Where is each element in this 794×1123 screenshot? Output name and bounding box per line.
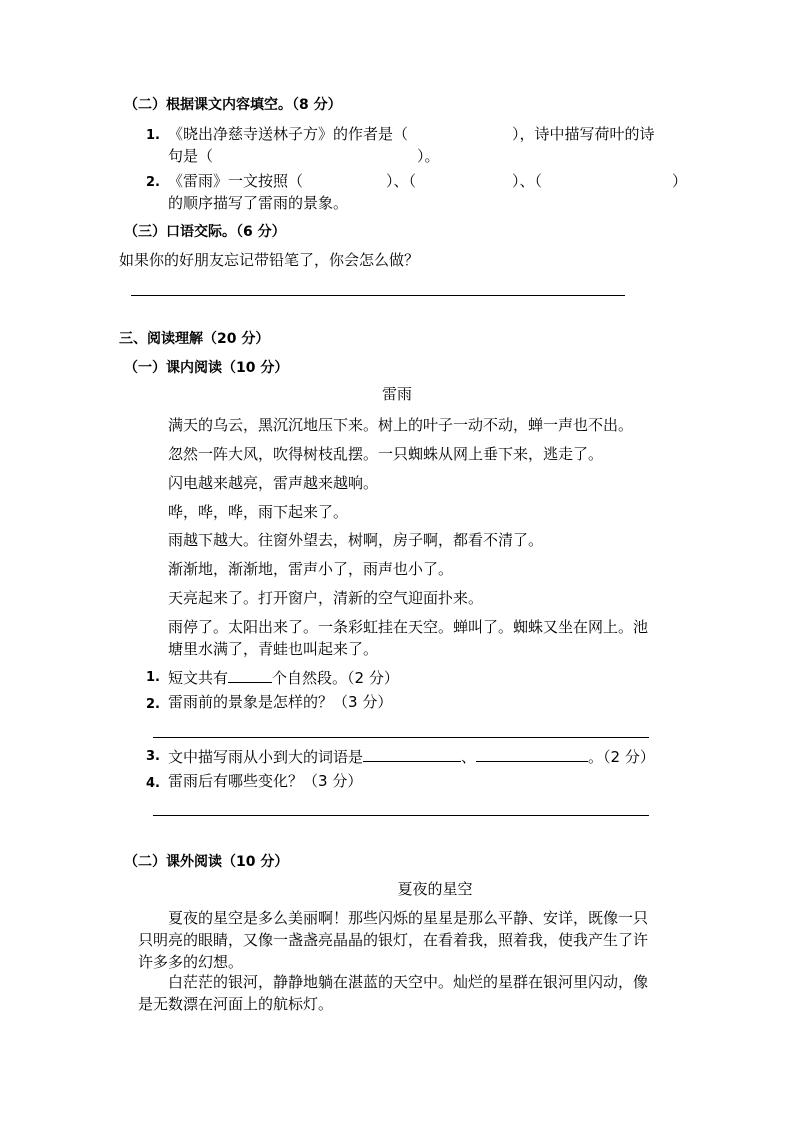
answer-line (131, 295, 625, 296)
question-number: 2. (146, 175, 160, 190)
question-text: 《雷雨》一文按照（ (168, 172, 304, 190)
section-heading-inclass: （一）课内阅读（10 分） (124, 360, 289, 376)
question-text: ）、（ (512, 172, 543, 190)
passage-paragraph: 塘里水满了，青蛙也叫起来了。 (168, 640, 379, 658)
passage-paragraph: 闪电越来越亮，雷声越来越响。 (168, 474, 379, 492)
question-text (168, 747, 655, 765)
question-text-before: 短文共有 (168, 669, 229, 687)
passage-paragraph: 哗，哗，哗，雨下起来了。 (168, 503, 349, 521)
question-text: ）。 (417, 147, 440, 165)
blank-line (228, 668, 272, 683)
question-text-before: 文中描写雨从小到大的词语是 (168, 748, 364, 766)
question-text: 《晓出净慈寺送林子方》的作者是（ (168, 125, 409, 143)
section-heading-oral: （三）口语交际。（6 分） (124, 224, 286, 240)
question-text-after: 。（2 分） (588, 748, 655, 766)
passage-paragraph: 渐渐地，渐渐地，雷声小了，雨声也小了。 (168, 560, 454, 578)
passage-title: 雷雨 (381, 385, 412, 403)
question-text: ），诗中描写荷叶的诗 (512, 125, 655, 143)
passage-paragraph: 满天的乌云，黑沉沉地压下来。树上的叶子一动不动，蝉一声也不出。 (168, 416, 634, 434)
question-number: 4. (146, 776, 160, 791)
passage-paragraph: 白茫茫的银河，静静地躺在湛蓝的天空中。灿烂的星群在银河里闪动，像 (168, 973, 649, 991)
question-number: 2. (146, 697, 160, 712)
question-text: 句是（ (168, 147, 214, 165)
passage-paragraph: 雨停了。太阳出来了。一条彩虹挂在天空。蝉叫了。蜘蛛又坐在网上。池 (168, 618, 649, 636)
question-text-mid: 、 (461, 748, 477, 766)
part-heading-reading: 三、阅读理解（20 分） (119, 331, 270, 347)
answer-line (153, 815, 649, 816)
question-number: 1. (146, 670, 160, 685)
question-number: 3. (146, 749, 160, 764)
question-text: ）、（ (386, 172, 417, 190)
question-text: 如果你的好朋友忘记带铅笔了，你会怎么做？ (119, 251, 420, 269)
blank-line (476, 747, 588, 762)
passage-paragraph: 天亮起来了。打开窗户，清新的空气迎面扑来。 (168, 589, 484, 607)
question-text-after: 个自然段。（2 分） (272, 669, 399, 687)
section-heading-outclass: （二）课外阅读（10 分） (124, 854, 289, 870)
passage-paragraph: 忽然一阵大风，吹得树枝乱摆。一只蜘蛛从网上垂下来，逃走了。 (168, 445, 604, 463)
question-text: 的顺序描写了雷雨的景象。 (168, 194, 349, 212)
passage-paragraph: 只明亮的眼睛，又像一盏盏亮晶晶的银灯，在看着我，照着我，使我产生了许 (138, 931, 649, 949)
question-text: 雷雨后有哪些变化？（3 分） (168, 772, 363, 790)
section-heading-fill-blank: （二）根据课文内容填空。（8 分） (124, 97, 342, 113)
question-text: 雷雨前的景象是怎样的？（3 分） (168, 693, 393, 711)
question-text (168, 668, 399, 686)
passage-title: 夏夜的星空 (397, 880, 473, 898)
passage-paragraph: 夏夜的星空是多么美丽啊！那些闪烁的星星是那么平静、安详，既像一只 (168, 909, 649, 927)
passage-paragraph: 雨越下越大。往窗外望去，树啊，房子啊，都看不清了。 (168, 531, 544, 549)
question-number: 1. (146, 128, 160, 143)
answer-line (153, 737, 649, 738)
passage-paragraph: 许多多的幻想。 (138, 953, 244, 971)
blank-line (363, 747, 461, 762)
question-text: ） (672, 172, 688, 190)
passage-paragraph: 是无数漂在河面上的航标灯。 (138, 995, 334, 1013)
